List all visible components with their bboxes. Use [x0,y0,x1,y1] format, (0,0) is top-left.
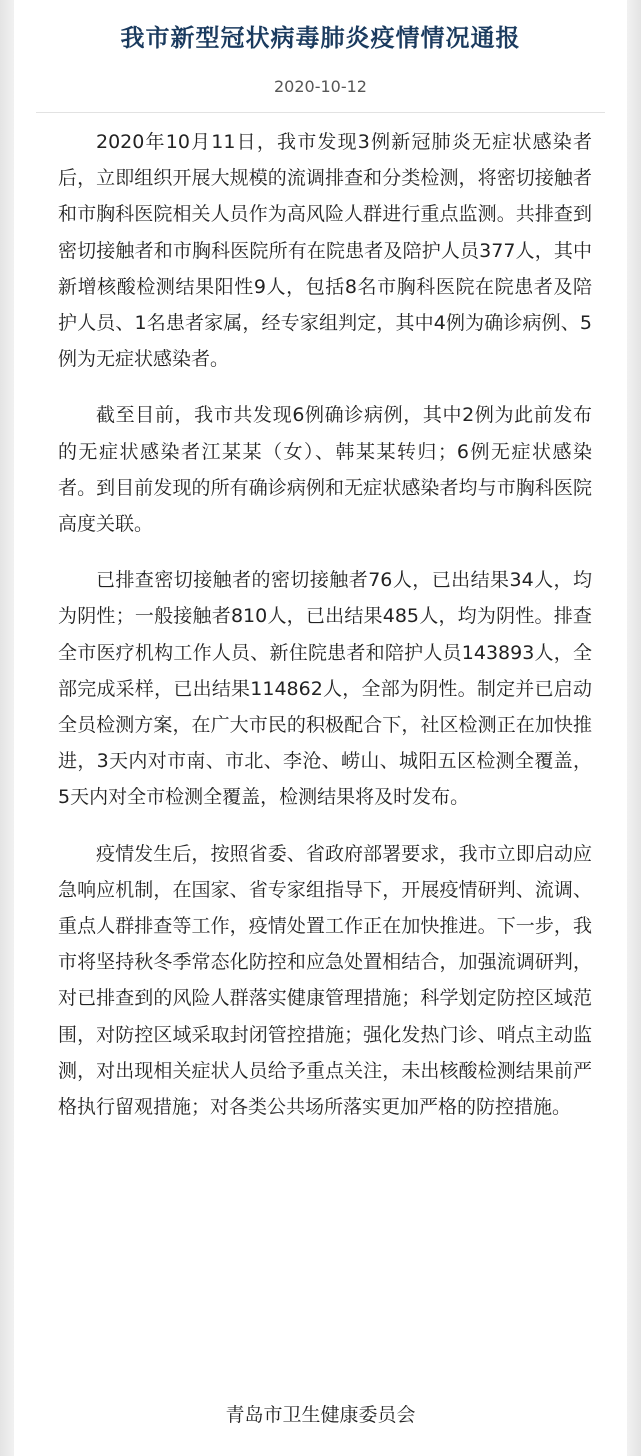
paragraph-1: 2020年10月11日，我市发现3例新冠肺炎无症状感染者后，立即组织开展大规模的流调排查和分类检测，将密切接触者和市胸科医院相关人员作为高风险人群进行重点监测。共排查到密切接触者和市胸科医院所有在院患者及陪护人员377人，其中新增核酸检测结果阳性9人，包括8名市胸科医院在院患者及陪护人员、1名患者家属，经专家组判定，其中4例为确诊病例、5例为无症状感染者。 [58,131,592,371]
left-page-border [0,0,14,1456]
header-divider [36,112,605,113]
article-body [58,124,592,1145]
paragraph-4: 疫情发生后，按照省委、省政府部署要求，我市立即启动应急响应机制，在国家、省专家组指导下，开展疫情研判、流调、重点人群排查等工作，疫情处置工作正在加快推进。下一步，我市将坚持秋冬季常态化防控和应急处置相结合，加强流调研判，对已排查到的风险人群落实健康管理措施；科学划定防控区域范围，对防控区域采取封闭管控措施；强化发热门诊、哨点主动监测，对出现相关症状人员给予重点关注，未出核酸检测结果前严格执行留观措施；对各类公共场所落实更加严格的防控措施。 [58,842,592,1119]
right-page-border [627,0,641,1456]
publish-date: 2020-10-12 [274,77,367,96]
paragraph-3: 已排查密切接触者的密切接触者76人，已出结果34人，均为阴性；一般接触者810人，已出结果485人，均为阴性。排查全市医疗机构工作人员、新住院患者和陪护人员143893人，全部完成采样，已出结果114862人，全部为阴性。制定并已启动全员检测方案，在广大市民的积极配合下，社区检测正在加快推进，3天内对市南、市北、李沧、崂山、城阳五区检测全覆盖，5天内对全市检测全覆盖，检测结果将及时发布。 [58,569,592,809]
paragraph-2: 截至目前，我市共发现6例确诊病例，其中2例为此前发布的无症状感染者江某某（女）、韩某某转归；6例无症状感染者。到目前发现的所有确诊病例和无症状感染者均与市胸科医院高度关联。 [58,404,592,536]
article-title: 我市新型冠状病毒肺炎疫情情况通报 [120,24,521,52]
issuer-signature: 青岛市卫生健康委员会 [225,1404,416,1426]
article-page [14,0,627,1456]
